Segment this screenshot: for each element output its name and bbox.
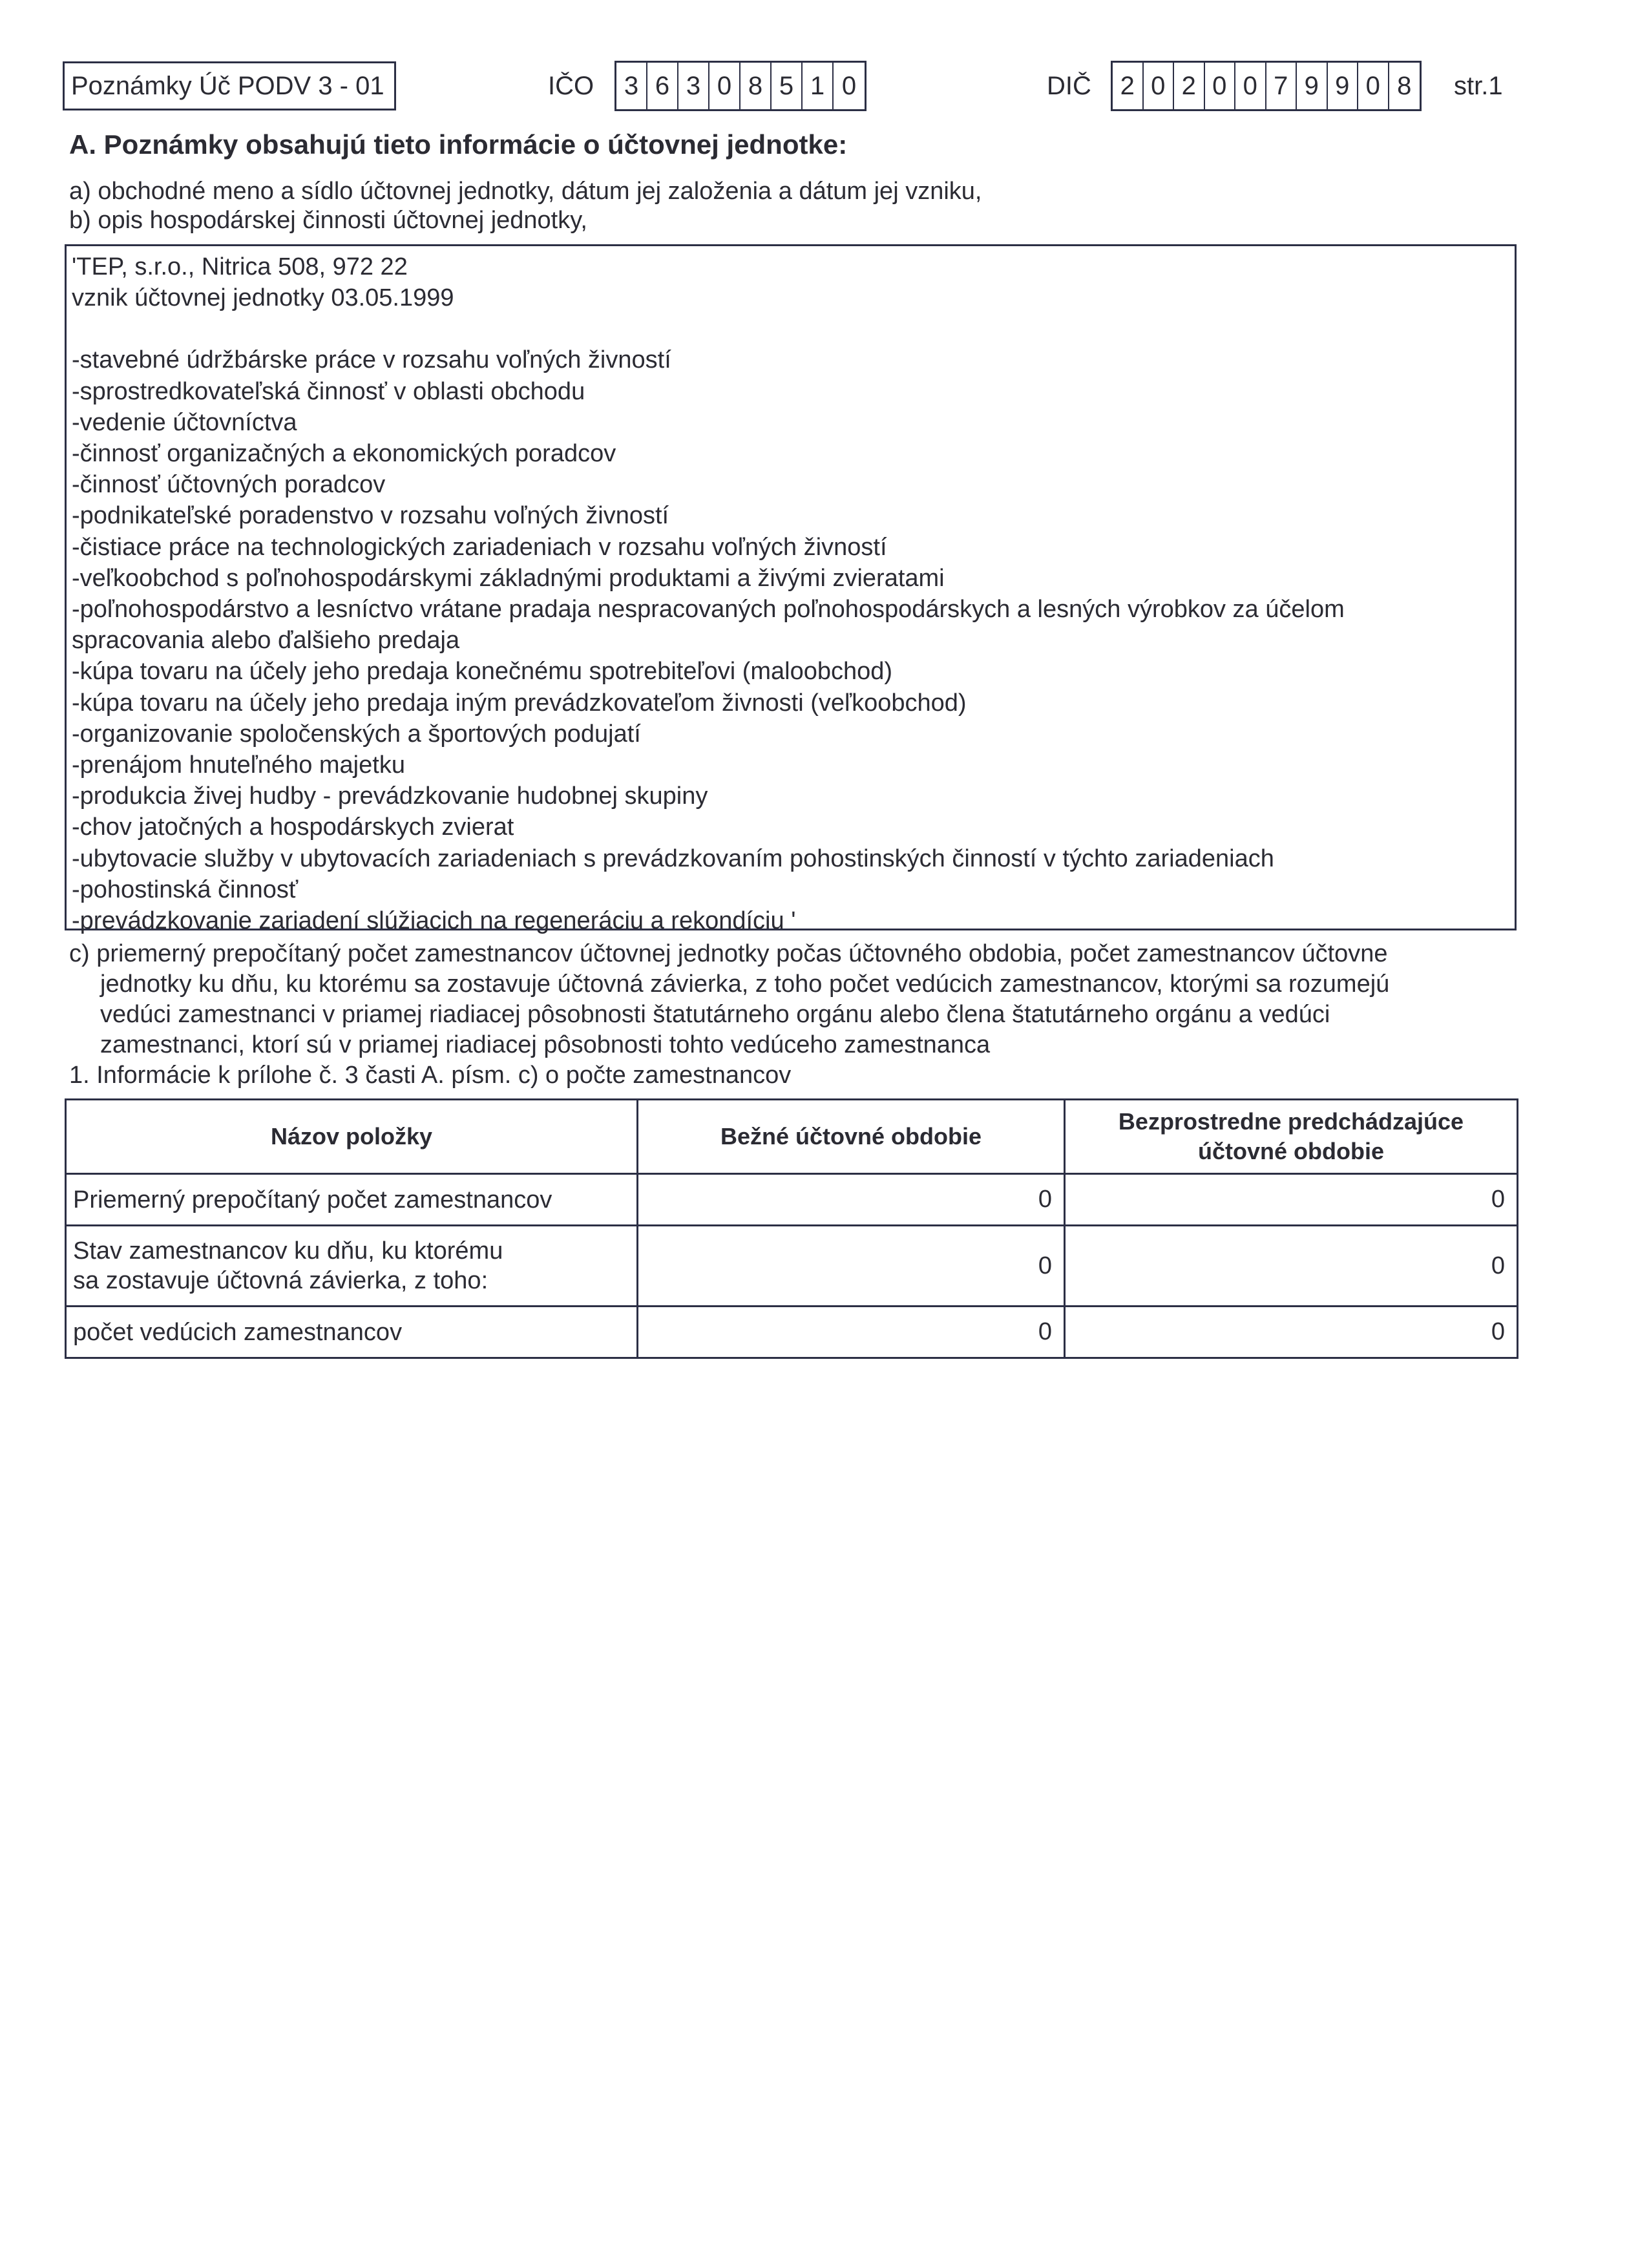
- dic-digit: 8: [1397, 72, 1412, 100]
- entity-name-address: 'TEP, s.r.o., Nitrica 508, 972 22: [72, 253, 408, 280]
- dic-digit: 0: [1144, 63, 1175, 109]
- dic-digit: 2: [1113, 63, 1144, 109]
- activity-list: [72, 344, 1515, 936]
- row-label-line: Stav zamestnancov ku dňu, ku ktorému: [73, 1237, 503, 1265]
- entity-founded-date: vznik účtovnej jednotky 03.05.1999: [72, 284, 454, 312]
- activity-item: -organizovanie spoločenských a športových podujatí: [72, 720, 641, 748]
- row-label-line: sa zostavuje účtovná závierka, z toho:: [73, 1267, 488, 1294]
- activity-item: -pohostinská činnosť: [72, 876, 299, 903]
- ico-digit: 1: [803, 63, 834, 109]
- ico-digit: 3: [678, 63, 709, 109]
- ico-digit: 3: [616, 63, 647, 109]
- activity-item: -činnosť organizačných a ekonomických poradcov: [72, 440, 616, 468]
- column-header-line: účtovné obdobie: [1198, 1138, 1384, 1164]
- dic-digit: 2: [1174, 63, 1205, 109]
- current-period-value: 0: [638, 1226, 1065, 1307]
- activity-item: -sprostredkovateľská činnosť v oblasti obchodu: [72, 377, 585, 405]
- dic-digit: 0: [1358, 63, 1389, 109]
- column-header-line: Bezprostredne predchádzajúce: [1118, 1108, 1464, 1135]
- dic-digit: 9: [1297, 63, 1328, 109]
- section-a-heading: A. Poznámky obsahujú tieto informácie o účtovnej jednotke:: [69, 129, 848, 160]
- ico-digit: 0: [841, 72, 857, 100]
- activity-item: -prevádzkovanie zariadení slúžiacich na regeneráciu a rekondíciu ': [72, 907, 796, 935]
- dic-digit: 9: [1328, 63, 1359, 109]
- activity-item: -produkcia živej hudby - prevádzkovanie hudobnej skupiny: [72, 782, 708, 810]
- employee-info-subheading: 1. Informácie k prílohe č. 3 časti A. písm. c) o počte zamestnancov: [69, 1062, 792, 1089]
- ico-digit-boxes: [614, 61, 867, 111]
- row-label: [66, 1226, 638, 1307]
- activity-item: -činnosť účtovných poradcov: [72, 471, 386, 499]
- column-header-item-name: Názov položky: [66, 1100, 638, 1174]
- dic-digit: 0: [1205, 63, 1236, 109]
- activity-item: -vedenie účtovníctva: [72, 408, 297, 436]
- item-b-text: b) opis hospodárskej činnosti účtovnej jednotky,: [69, 207, 587, 234]
- activity-item: spracovania alebo ďalšieho predaja: [72, 627, 460, 655]
- table-header-row: [66, 1100, 1518, 1174]
- activity-item: -veľkoobchod s poľnohospodárskymi základnými produktami a živými zvieratami: [72, 564, 945, 592]
- column-header-current-period: Bežné účtovné obdobie: [638, 1100, 1065, 1174]
- form-title-box: [63, 61, 396, 110]
- item-c-line: jednotky ku dňu, ku ktorému sa zostavuje účtovná závierka, z toho počet vedúcich zamestnancov, ktorými sa rozumejú: [100, 971, 1390, 998]
- previous-period-value: 0: [1065, 1174, 1518, 1226]
- row-label: počet vedúcich zamestnancov: [66, 1307, 638, 1358]
- current-period-value: 0: [638, 1307, 1065, 1358]
- item-c-line: zamestnanci, ktorí sú v priamej riadiacej pôsobnosti tohto vedúceho zamestnanca: [100, 1031, 991, 1058]
- page-number: str.1: [1454, 72, 1503, 100]
- row-label: Priemerný prepočítaný počet zamestnancov: [66, 1174, 638, 1226]
- activity-item: -kúpa tovaru na účely jeho predaja iným prevádzkovateľom živnosti (veľkoobchod): [72, 689, 967, 717]
- current-period-value: 0: [638, 1174, 1065, 1226]
- item-c-line: c) priemerný prepočítaný počet zamestnancov účtovnej jednotky počas účtovného obdobia, počet zamestnancov účtovne: [69, 940, 1388, 967]
- employee-count-table: [65, 1098, 1518, 1359]
- spacer: [72, 313, 1515, 344]
- activity-item: -chov jatočných a hospodárskych zvierat: [72, 814, 514, 841]
- activity-item: -prenájom hnuteľného majetku: [72, 751, 405, 779]
- ico-digit: 5: [772, 63, 803, 109]
- form-title: Poznámky Úč PODV 3 - 01: [71, 72, 384, 100]
- ico-digit: 6: [647, 63, 678, 109]
- activity-item: -čistiace práce na technologických zariadeniach v rozsahu voľných živností: [72, 533, 887, 561]
- table-row: [66, 1307, 1518, 1358]
- item-c-line: vedúci zamestnanci v priamej riadiacej pôsobnosti štatutárneho orgánu alebo člena štatutárneho orgánu a vedúci: [100, 1001, 1330, 1028]
- ico-digit: 8: [740, 63, 772, 109]
- activity-item: -podnikateľské poradenstvo v rozsahu voľných živností: [72, 502, 669, 530]
- dic-label: DIČ: [1047, 72, 1091, 100]
- item-a-text: a) obchodné meno a sídlo účtovnej jednotky, dátum jej založenia a dátum jej vzniku,: [69, 178, 982, 205]
- activity-item: -poľnohospodárstvo a lesníctvo vrátane pradaja nespracovaných poľnohospodárskych a lesných výrobkov za účelom: [72, 596, 1345, 624]
- activity-item: -stavebné údržbárske práce v rozsahu voľných živností: [72, 346, 671, 374]
- dic-digit: 7: [1266, 63, 1297, 109]
- activity-item: -kúpa tovaru na účely jeho predaja konečnému spotrebiteľovi (maloobchod): [72, 658, 893, 686]
- ico-digit: 0: [709, 63, 740, 109]
- column-header-previous-period: [1065, 1100, 1518, 1174]
- table-row: [66, 1174, 1518, 1226]
- previous-period-value: 0: [1065, 1226, 1518, 1307]
- entity-info-box: [65, 244, 1517, 935]
- dic-digit-boxes: [1111, 61, 1422, 111]
- ico-label: IČO: [548, 72, 594, 100]
- item-c-paragraph: [69, 939, 1517, 1060]
- activity-item: -ubytovacie služby v ubytovacích zariadeniach s prevádzkovaním pohostinských činností v týchto zariadeniach: [72, 845, 1274, 872]
- table-row: [66, 1226, 1518, 1307]
- previous-period-value: 0: [1065, 1307, 1518, 1358]
- dic-digit: 0: [1235, 63, 1266, 109]
